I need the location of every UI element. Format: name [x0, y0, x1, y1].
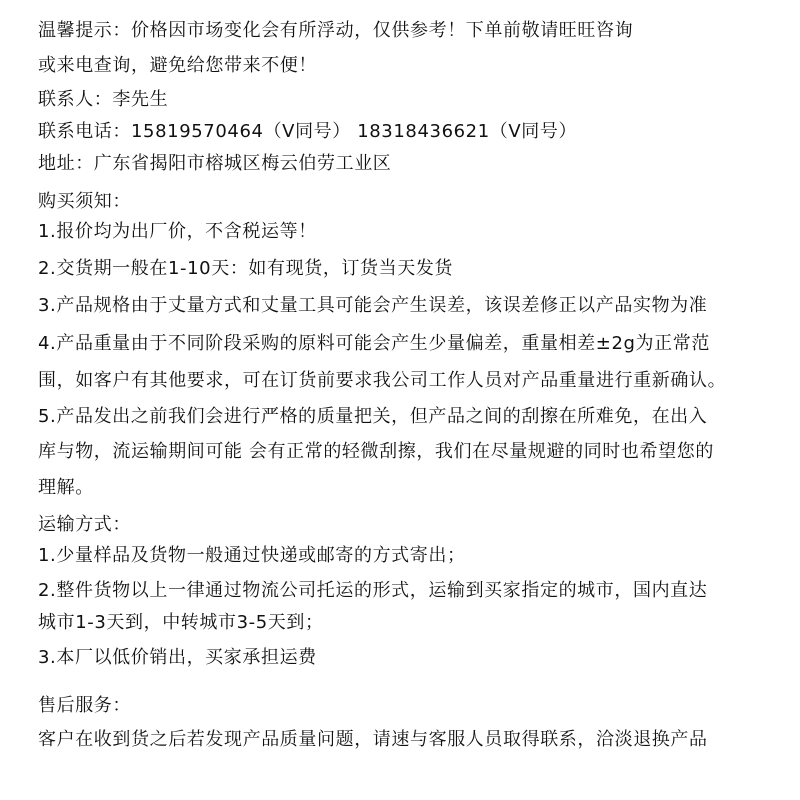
purchase-item: 2.交货期一般在1-10天：如有现货，订货当天发货: [38, 258, 454, 279]
contact-phone: 联系电话：15819570464（V同号） 18318436621（V同号）: [38, 121, 578, 142]
purchase-item: 围，如客户有其他要求，可在订货前要求我公司工作人员对产品重量进行重新确认。: [38, 370, 727, 391]
shipping-item: 城市1-3天到，中转城市3-5天到；: [38, 612, 324, 633]
purchase-item: 4.产品重量由于不同阶段采购的原料可能会产生少量偏差，重量相差±2g为正常范: [38, 333, 710, 354]
aftersales-item: 客户在收到货之后若发现产品质量问题，请速与客服人员取得联系，洽淡退换产品: [38, 729, 708, 750]
shipping-item: 1.少量样品及货物一般通过快递或邮寄的方式寄出；: [38, 545, 466, 566]
contact-person: 联系人：李先生: [38, 89, 169, 110]
purchase-item: 5.产品发出之前我们会进行严格的质量把关，但产品之间的刮擦在所难免，在出入: [38, 406, 708, 427]
shipping-item: 2.整件货物以上一律通过物流公司托运的形式，运输到买家指定的城市，国内直达: [38, 580, 708, 601]
purchase-item: 理解。: [38, 477, 94, 498]
purchase-item: 库与物，流运输期间可能 会有正常的轻微刮擦，我们在尽量规避的同时也希望您的: [38, 441, 714, 462]
notice-line-2: 或来电查询，避免给您带来不便！: [38, 55, 317, 76]
contact-address: 地址：广东省揭阳市榕城区梅云伯劳工业区: [38, 153, 392, 174]
aftersales-heading: 售后服务：: [38, 695, 131, 716]
purchase-heading: 购买须知：: [38, 191, 131, 212]
notice-line-1: 温馨提示：价格因市场变化会有所浮动，仅供参考！下单前敬请旺旺咨询: [38, 20, 634, 41]
shipping-item: 3.本厂以低价销出，买家承担运费: [38, 647, 317, 668]
shipping-heading: 运输方式：: [38, 514, 131, 535]
purchase-item: 1.报价均为出厂价，不含税运等！: [38, 221, 317, 242]
purchase-item: 3.产品规格由于丈量方式和丈量工具可能会产生误差，该误差修正以产品实物为准: [38, 295, 708, 316]
